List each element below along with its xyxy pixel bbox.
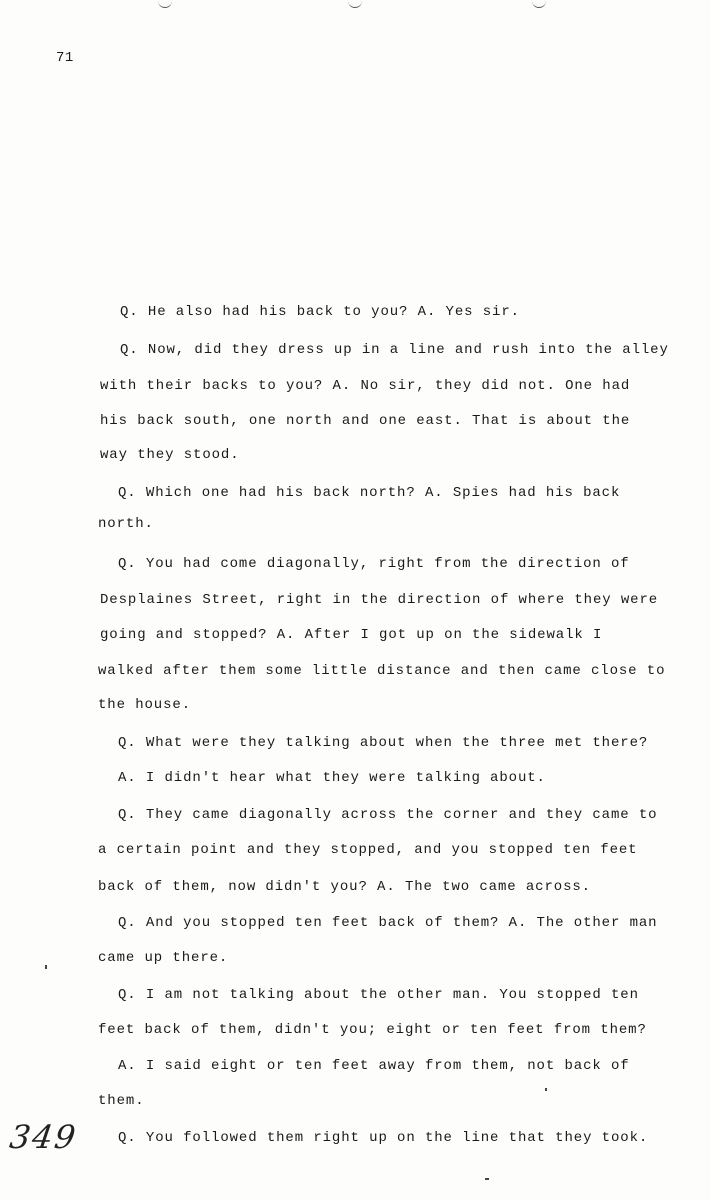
- transcript-line: Q. He also had his back to you? A. Yes sir.: [120, 304, 520, 320]
- punch-hole-mark: [158, 0, 172, 8]
- transcript-line: the house.: [98, 697, 192, 713]
- transcript-line: with their backs to you? A. No sir, they did not. One had: [100, 378, 631, 394]
- handwritten-page-number: 349: [7, 1118, 80, 1156]
- punch-hole-mark: [532, 0, 546, 8]
- transcript-line: Desplaines Street, right in the direction of where they were: [100, 592, 659, 608]
- ink-speck: [485, 1178, 489, 1180]
- transcript-line: Q. And you stopped ten feet back of them? A. The other man: [118, 915, 658, 931]
- transcript-line: Q. You followed them right up on the line that they took.: [118, 1130, 649, 1146]
- transcript-line: Q. They came diagonally across the corner and they came to: [118, 807, 658, 823]
- transcript-line: came up there.: [98, 950, 229, 966]
- transcript-line: back of them, now didn't you? A. The two came across.: [98, 879, 591, 895]
- transcript-line: Q. I am not talking about the other man. You stopped ten: [118, 987, 639, 1003]
- transcript-line: them.: [98, 1093, 145, 1109]
- transcript-line: Q. What were they talking about when the three met there?: [118, 735, 649, 751]
- transcript-line: north.: [98, 516, 154, 532]
- transcript-line: walked after them some little distance and then came close to: [98, 663, 666, 679]
- transcript-line: a certain point and they stopped, and you stopped ten feet: [98, 842, 638, 858]
- punch-hole-mark: [348, 0, 362, 8]
- transcript-line: feet back of them, didn't you; eight or ten feet from them?: [98, 1022, 647, 1038]
- transcript-line: his back south, one north and one east. That is about the: [100, 413, 631, 429]
- transcript-line: going and stopped? A. After I got up on the sidewalk I: [100, 627, 603, 643]
- transcript-line: Q. You had come diagonally, right from the direction of: [118, 556, 630, 572]
- transcript-line: A. I didn't hear what they were talking about.: [118, 770, 546, 786]
- transcript-line: Q. Which one had his back north? A. Spies had his back: [118, 485, 621, 501]
- transcript-line: way they stood.: [100, 447, 240, 463]
- ink-speck: [45, 965, 47, 969]
- transcript-line: A. I said eight or ten feet away from them, not back of: [118, 1058, 630, 1074]
- transcript-line: Q. Now, did they dress up in a line and rush into the alley: [120, 342, 669, 358]
- page-number: 71: [56, 50, 74, 66]
- ink-speck: [545, 1088, 547, 1091]
